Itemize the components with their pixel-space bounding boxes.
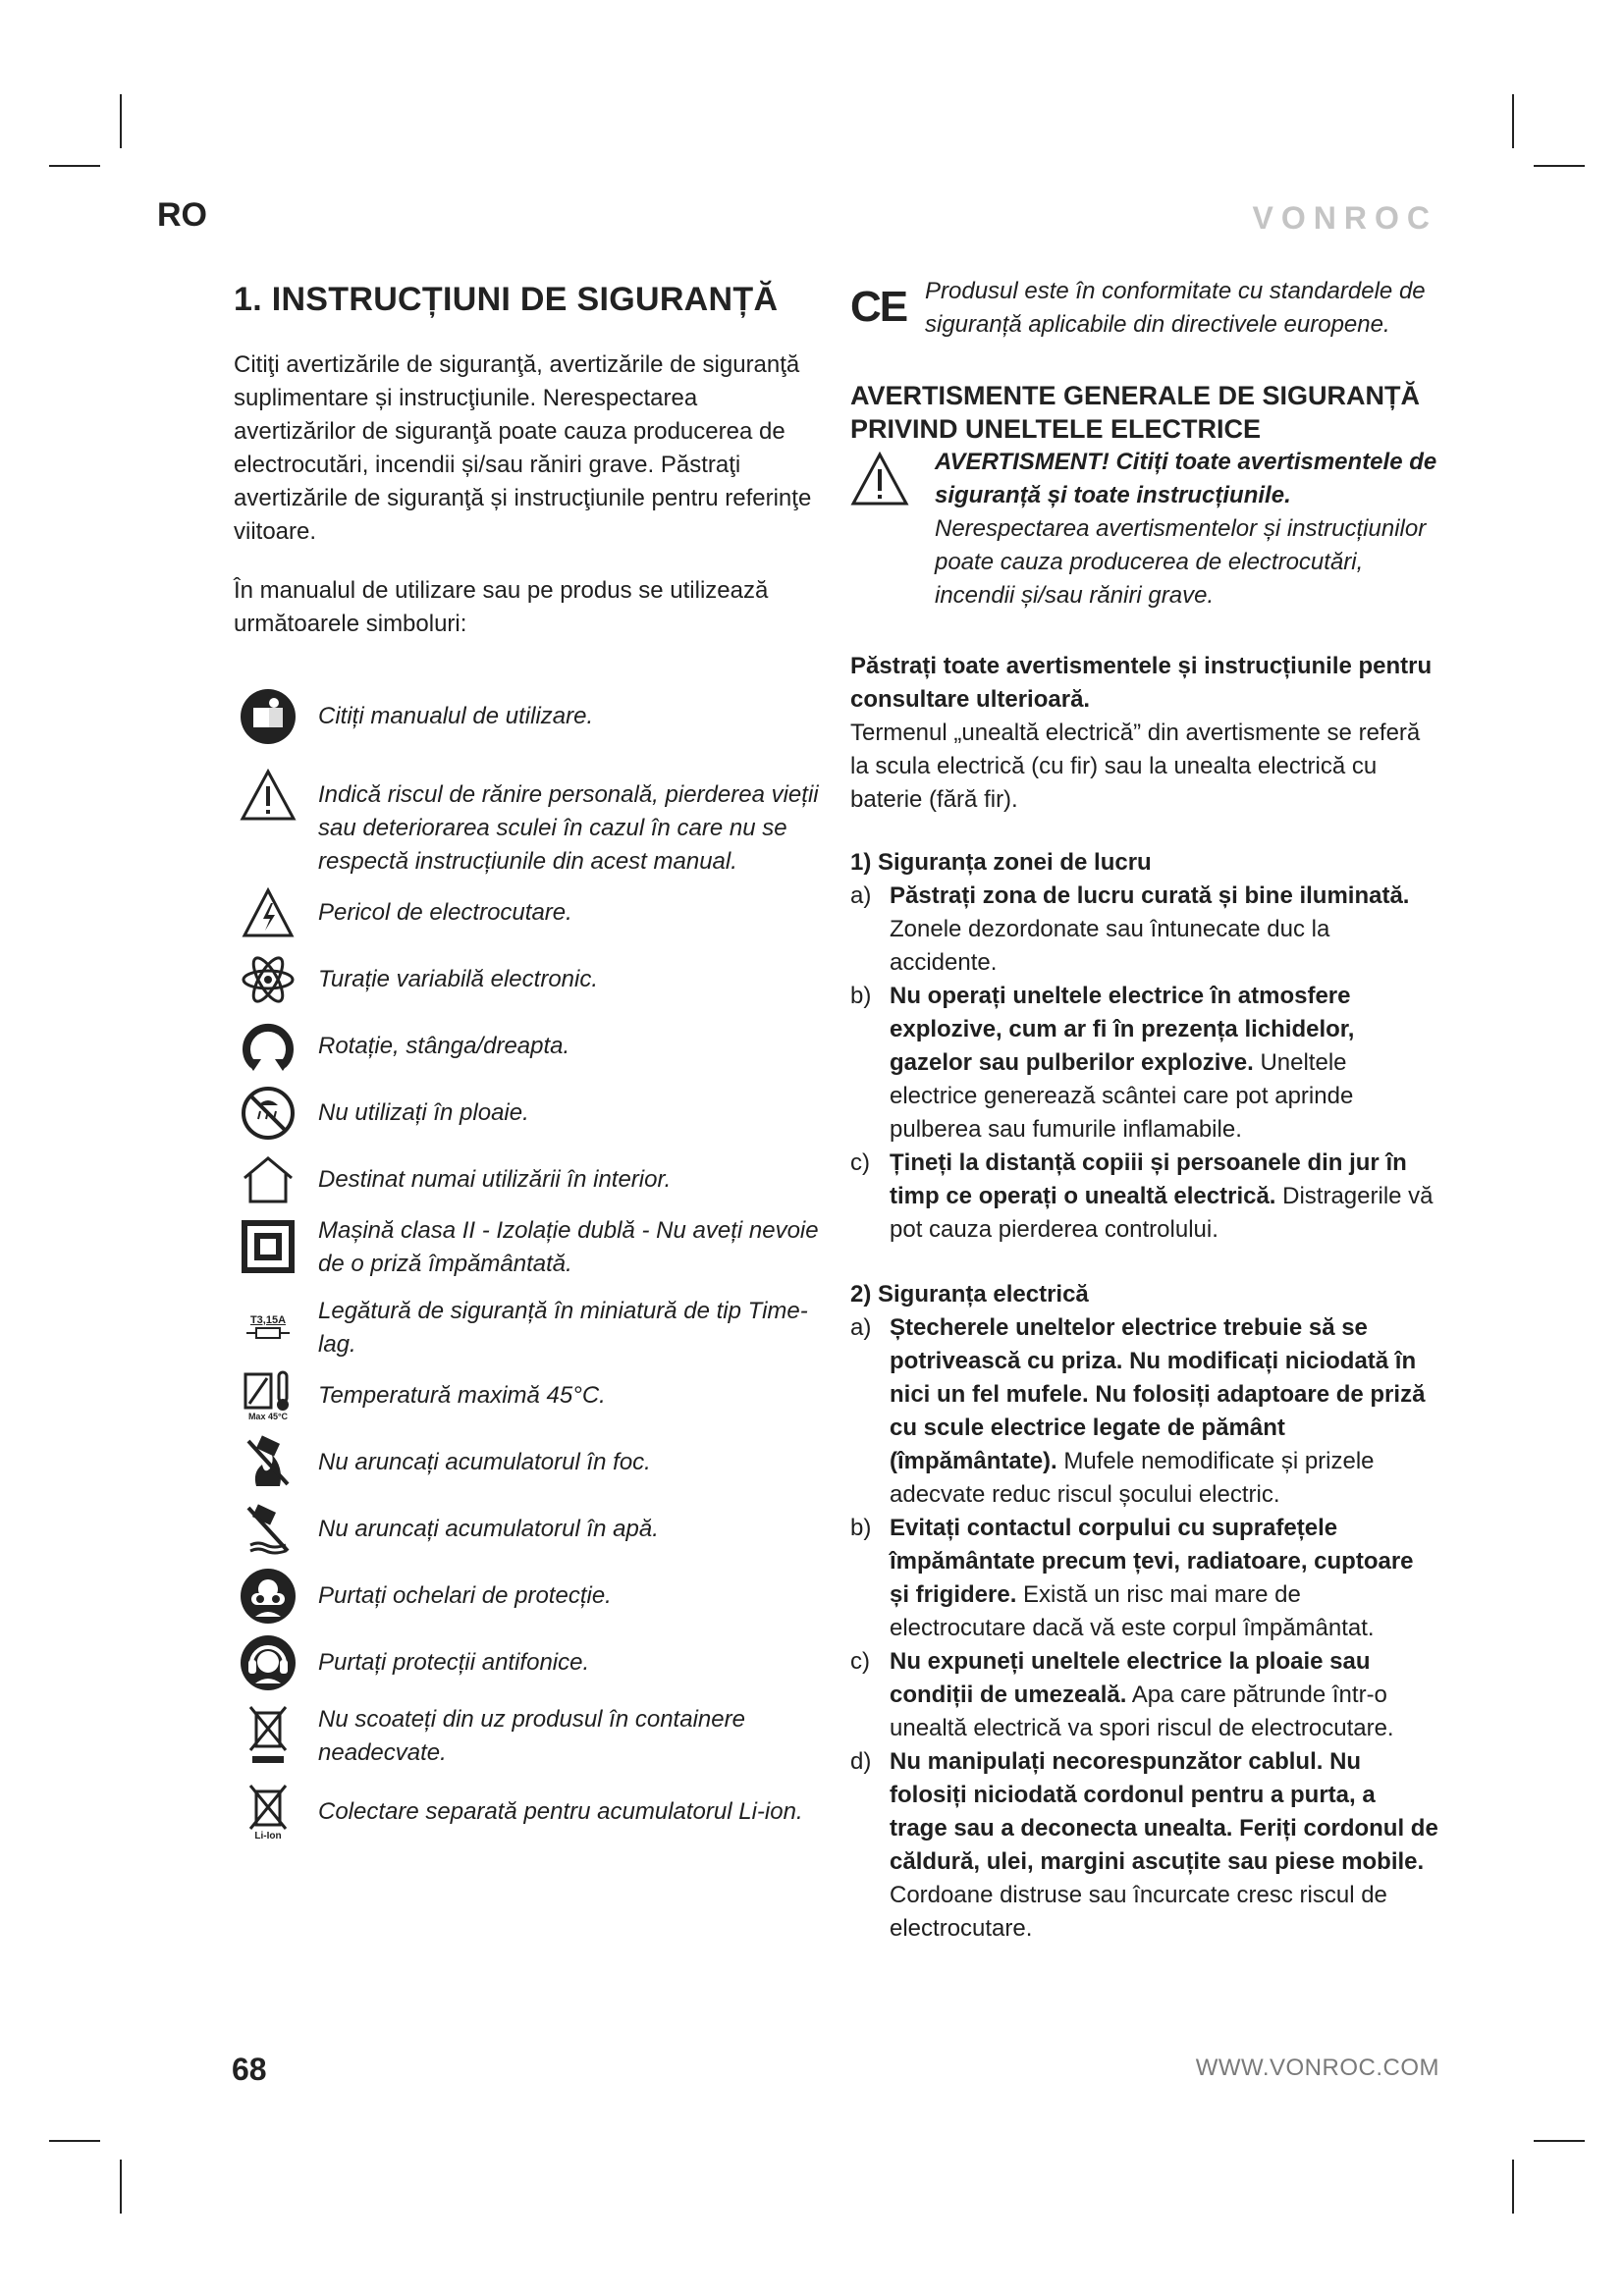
temp-label: Max 45°C <box>247 1412 289 1421</box>
item-label: a) <box>850 882 872 909</box>
list-item <box>850 1745 1439 1946</box>
read-manual-icon <box>234 684 302 749</box>
keep-instructions-bold: Păstrați toate avertismentele și instrucțiunile pentru consultare ulterioară. <box>850 653 1433 713</box>
symbol-item <box>234 1148 823 1212</box>
crop-mark <box>1512 94 1514 148</box>
website-url: WWW.VONROC.COM <box>1195 2055 1439 2081</box>
item-bold: Nu expuneți uneltele electrice la ploaie sau condiții de umezeală. <box>890 1648 1371 1708</box>
symbol-text: Purtați ochelari de protecție. <box>318 1582 612 1609</box>
no-fire-icon <box>234 1430 302 1495</box>
ear-protection-icon <box>234 1630 302 1695</box>
list-item <box>850 1645 1439 1745</box>
symbol-text: Temperatură maximă 45°C. <box>318 1382 606 1409</box>
brand-logo: VONROC <box>1252 200 1437 236</box>
warning-triangle-icon <box>234 763 302 828</box>
work-area-safety-title: 1) Siguranța zonei de lucru <box>850 849 1152 876</box>
symbol-text: Legătură de siguranță în miniatură de tip Time-lag. <box>318 1298 808 1358</box>
symbol-item <box>234 1363 823 1428</box>
language-code: RO <box>157 196 207 234</box>
list-item <box>850 1512 1439 1645</box>
symbol-item <box>234 1630 823 1695</box>
no-water-icon <box>234 1497 302 1562</box>
item-text: Există un risc mai mare de electrocutare dacă vă este corpul împământat. <box>890 1581 1375 1641</box>
symbol-text: Purtați protecții antifonice. <box>318 1649 590 1676</box>
item-bold: Evitați contactul corpului cu suprafețele împământate precum țevi, radiatoare, cuptoare și frigidere. <box>890 1515 1414 1608</box>
crop-mark <box>1534 165 1585 167</box>
symbol-text: Destinat numai utilizării în interior. <box>318 1166 672 1193</box>
item-bold: Nu manipulați necorespunzător cablul. Nu folosiți niciodată cordonul pentru a purta, a trage sau a deconecta unealta. Feriți cordonul de căldură, ulei, margini ascuțite sau piese mobile. <box>890 1748 1438 1875</box>
crop-mark <box>1512 2160 1514 2214</box>
symbol-text: Indică riscul de rănire personală, pierderea vieții sau deteriorarea sculei în cazul în care nu se respectă instrucțiunile din acest manual. <box>318 781 819 875</box>
symbol-item <box>234 1295 823 1362</box>
item-bold: Ștecherele uneltelor electrice trebuie să se potrivească cu priza. Nu modificați niciodată în nici un fel mufele. Nu folosiți adaptoare de priză cu scule electrice legate de pământ (împământate). <box>890 1314 1426 1474</box>
symbols-intro: În manualul de utilizare sau pe produs se utilizează următoarele simboluri: <box>234 577 769 637</box>
warnings-heading-line2: PRIVIND UNELTELE ELECTRICE <box>850 414 1262 444</box>
item-label: a) <box>850 1314 872 1341</box>
li-ion-label: Li-Ion <box>254 1830 282 1842</box>
symbol-item <box>234 881 823 945</box>
warnings-heading-line1: AVERTISMENTE GENERALE DE SIGURANȚĂ <box>850 381 1421 410</box>
item-label: c) <box>850 1648 870 1675</box>
list-item <box>850 1147 1439 1247</box>
crop-mark <box>120 94 122 148</box>
crop-mark <box>49 2140 100 2142</box>
symbol-item <box>234 1214 823 1281</box>
intro-paragraph: Citiţi avertizările de siguranţă, avertizările de siguranţă suplimentare și instrucţiunile. Nerespectarea avertizărilor de siguranţă poate cauza producerea de electrocutări, incendii și/sau răniri grave. Păstraţi avertizările de siguranţă și instrucţiunile pentru referinţe viitoare. <box>234 351 812 545</box>
left-column <box>234 275 823 1846</box>
symbol-text: Nu aruncați acumulatorul în apă. <box>318 1516 659 1542</box>
symbol-text: Mașină clasa II - Izolație dublă - Nu aveți nevoie de o priză împământată. <box>318 1217 819 1277</box>
general-warning <box>850 446 1439 613</box>
crop-mark <box>49 165 100 167</box>
item-text: Mufele nemodificate și prizele adecvate reduc riscul șocului electric. <box>890 1448 1375 1508</box>
max-temperature-icon <box>234 1363 302 1428</box>
right-column <box>850 275 1439 1946</box>
ce-mark-icon: CE <box>850 283 907 331</box>
symbol-list <box>234 684 823 1844</box>
double-insulation-icon <box>234 1214 302 1279</box>
item-text: Uneltele electrice generează scântei care pot aprinde pulberea sau fumurile inflamabile. <box>890 1049 1354 1143</box>
symbol-text: Colectare separată pentru acumulatorul Li-ion. <box>318 1798 803 1825</box>
item-label: b) <box>850 1515 872 1541</box>
list-item <box>850 880 1439 980</box>
list-item <box>850 1311 1439 1512</box>
symbol-item <box>234 1564 823 1629</box>
warning-triangle-icon <box>850 446 935 511</box>
item-bold: Țineți la distanță copiii și persoanele din jur în timp ce operați o unealtă electrică. <box>890 1149 1407 1209</box>
section-title: 1. INSTRUCȚIUNI DE SIGURANȚĂ <box>234 281 779 318</box>
item-label: b) <box>850 983 872 1009</box>
warning-bold-text: AVERTISMENT! Citiți toate avertismentele de siguranță și toate instrucțiunile. <box>935 449 1437 508</box>
item-text: Distragerile vă pot cauza pierderea controlului. <box>890 1183 1434 1243</box>
safety-glasses-icon <box>234 1564 302 1629</box>
no-rain-icon <box>234 1081 302 1146</box>
symbol-item <box>234 1081 823 1146</box>
variable-speed-icon <box>234 947 302 1012</box>
symbol-text: Citiți manualul de utilizare. <box>318 703 594 729</box>
electric-shock-icon <box>234 881 302 945</box>
symbol-text: Nu utilizați în ploaie. <box>318 1099 529 1126</box>
list-item <box>850 980 1439 1147</box>
symbol-text: Nu scoateți din uz produsul în containere neadecvate. <box>318 1706 745 1766</box>
fuse-icon <box>234 1295 302 1360</box>
item-bold: Păstrați zona de lucru curată și bine iluminată. <box>890 882 1410 909</box>
item-text: Apa care pătrunde într-o unealtă electrică va spori riscul de electrocutare. <box>890 1682 1394 1741</box>
crop-mark <box>120 2160 122 2214</box>
item-text: Zonele dezordonate sau întunecate duc la accidente. <box>890 916 1330 976</box>
item-label: c) <box>850 1149 870 1176</box>
symbol-item <box>234 1780 823 1844</box>
rotation-icon <box>234 1014 302 1079</box>
crop-mark <box>1534 2140 1585 2142</box>
indoor-house-icon <box>234 1148 302 1212</box>
electrical-safety-title: 2) Siguranța electrică <box>850 1281 1089 1308</box>
symbol-item <box>234 947 823 1012</box>
keep-instructions-text: Termenul „unealtă electrică” din avertismente se referă la scula electrică (cu fir) sau la unealta electrică cu baterie (fără fir). <box>850 720 1421 813</box>
symbol-item <box>234 1497 823 1562</box>
symbol-item <box>234 1703 823 1770</box>
symbol-text: Pericol de electrocutare. <box>318 899 572 926</box>
ce-text: Produsul este în conformitate cu standardele de siguranță aplicabile din directivele europene. <box>925 278 1426 338</box>
warning-rest-text: Nerespectarea avertismentelor și instrucțiunilor poate cauza producerea de electrocutări, incendii și/sau răniri grave. <box>935 515 1427 609</box>
symbol-item <box>234 684 823 749</box>
item-text: Cordoane distruse sau încurcate cresc riscul de electrocutare. <box>890 1882 1387 1942</box>
item-label: d) <box>850 1748 872 1775</box>
symbol-item <box>234 1430 823 1495</box>
symbol-item <box>234 763 823 879</box>
symbol-text: Turație variabilă electronic. <box>318 966 599 992</box>
symbol-item <box>234 1014 823 1079</box>
item-bold: Nu operați uneltele electrice în atmosfere explozive, cum ar fi în prezența lichidelor, gazelor sau pulberilor explozive. <box>890 983 1355 1076</box>
li-ion-bin-icon <box>234 1780 302 1844</box>
ce-conformity <box>850 275 1439 342</box>
symbol-text: Rotație, stânga/dreapta. <box>318 1033 570 1059</box>
fuse-label: T3,15A <box>249 1314 287 1326</box>
page-number: 68 <box>232 2052 267 2087</box>
weee-bin-icon <box>234 1703 302 1768</box>
symbol-text: Nu aruncați acumulatorul în foc. <box>318 1449 651 1475</box>
